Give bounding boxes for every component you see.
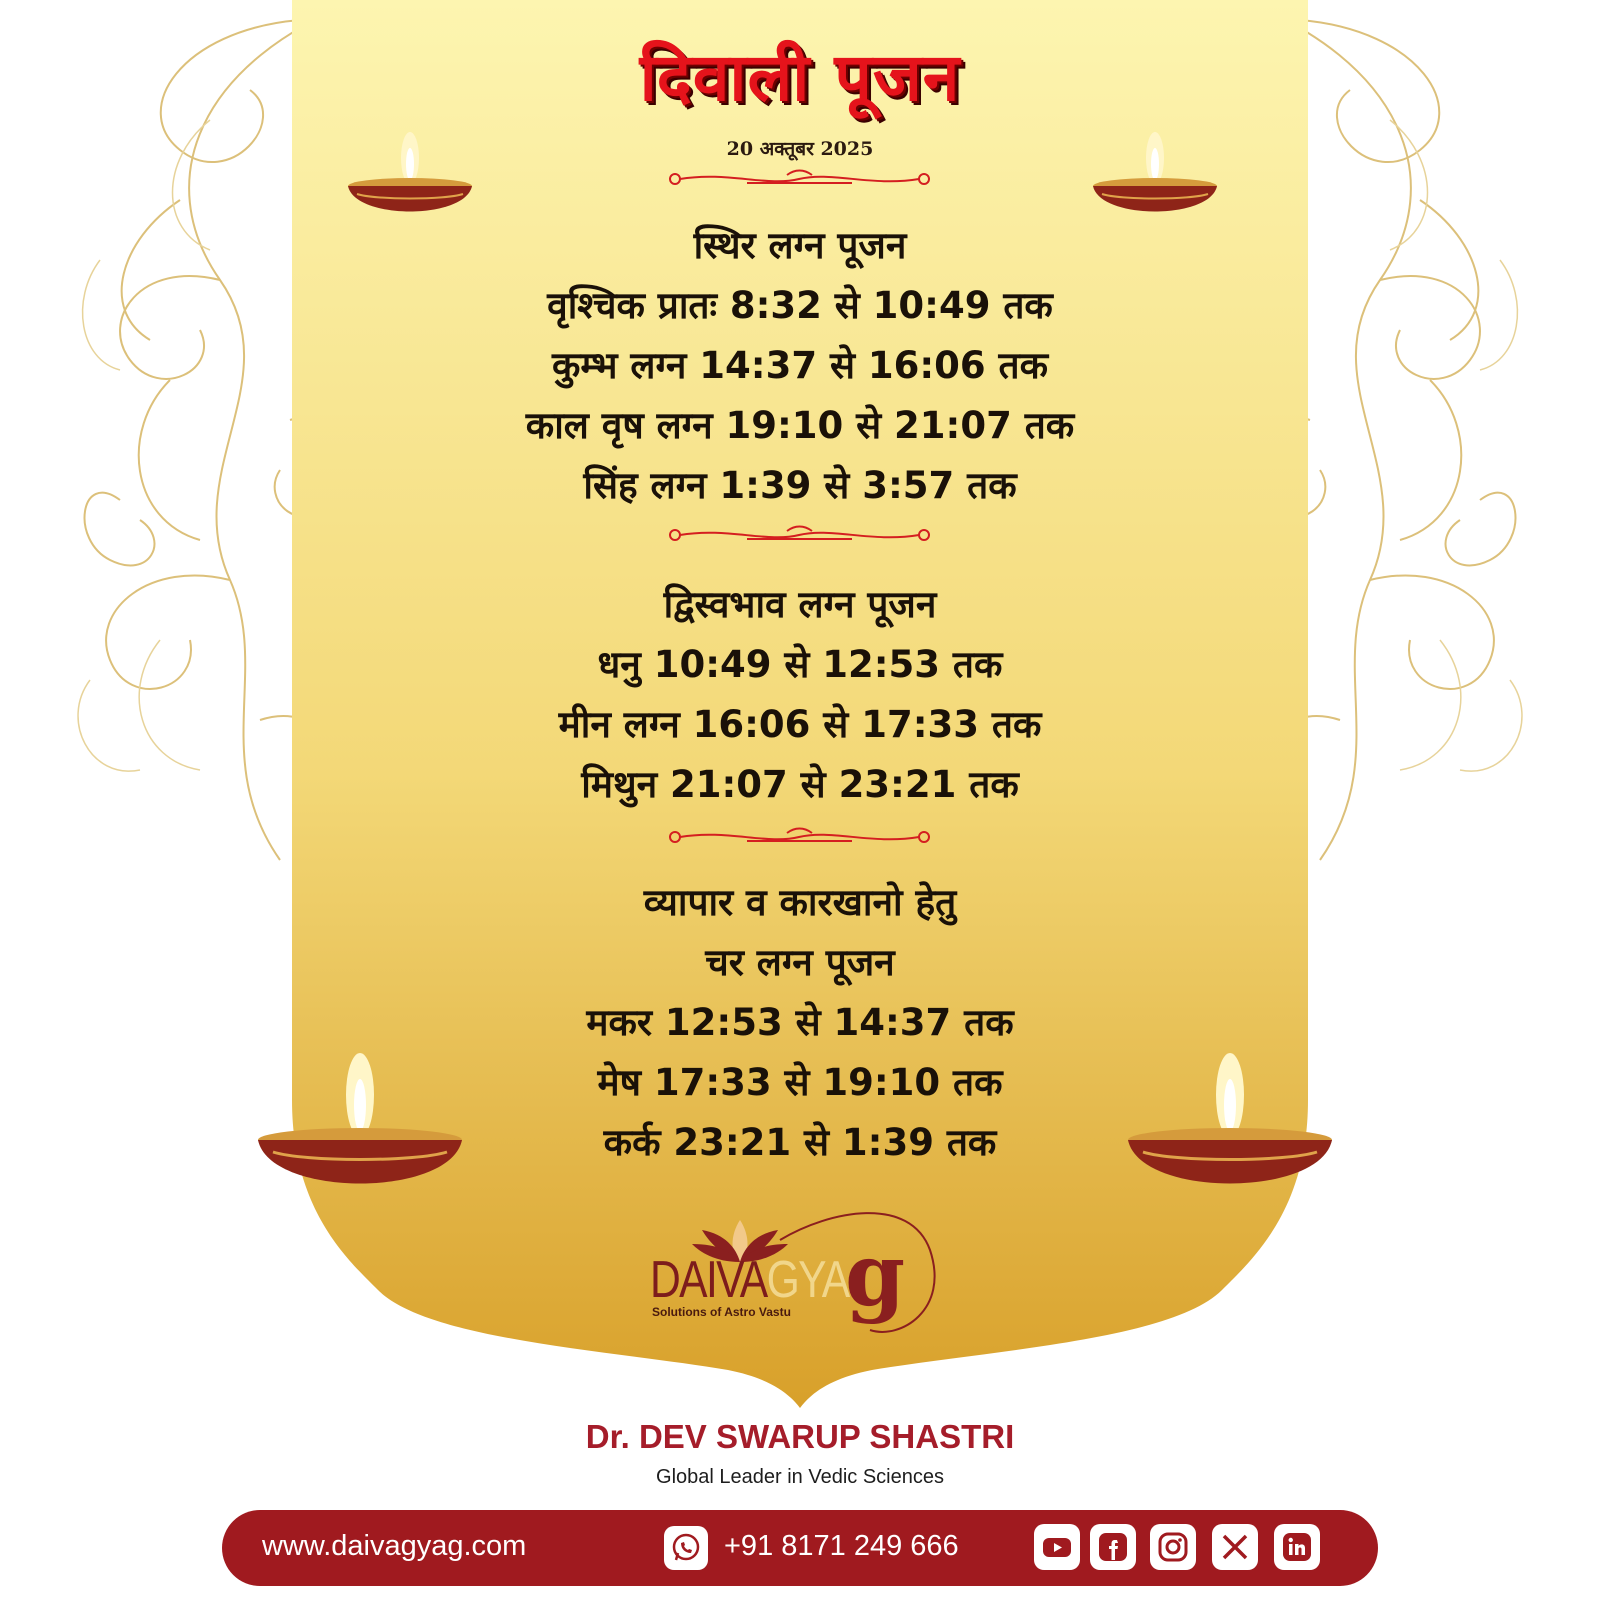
section-heading: व्यापार व कारखानो हेतु bbox=[643, 881, 957, 924]
timing-line: कर्क 23:21 से 1:39 तक bbox=[603, 1121, 997, 1164]
daivagyag-logo bbox=[630, 1200, 960, 1350]
timing-line: कुम्भ लग्न 14:37 से 16:06 तक bbox=[551, 344, 1049, 387]
poster-title: दिवाली पूजन bbox=[639, 38, 961, 116]
phone-number[interactable]: +91 8171 249 666 bbox=[724, 1530, 959, 1562]
svg-text:g: g bbox=[845, 1225, 906, 1326]
section-heading: द्विस्वभाव लग्न पूजन bbox=[663, 583, 937, 626]
logo-wordmark: DAIVAGYA bbox=[650, 1251, 849, 1309]
timing-line: मकर 12:53 से 14:37 तक bbox=[586, 1001, 1014, 1044]
char-lagna-section bbox=[292, 873, 1308, 1173]
timing-line: काल वृष लग्न 19:10 से 21:07 तक bbox=[525, 404, 1075, 447]
whatsapp-icon[interactable] bbox=[664, 1526, 708, 1570]
ornamental-divider bbox=[667, 167, 932, 191]
poster-date: 20 अक्तूबर 2025 bbox=[726, 138, 874, 160]
youtube-icon[interactable] bbox=[1034, 1524, 1080, 1570]
timing-line: धनु 10:49 से 12:53 तक bbox=[597, 643, 1003, 686]
ornamental-divider bbox=[667, 825, 932, 849]
doctor-subtitle: Global Leader in Vedic Sciences bbox=[656, 1466, 944, 1488]
instagram-icon[interactable] bbox=[1150, 1524, 1196, 1570]
timing-line: मीन लग्न 16:06 से 17:33 तक bbox=[558, 703, 1042, 746]
linkedin-icon[interactable] bbox=[1274, 1524, 1320, 1570]
doctor-name: Dr. DEV SWARUP SHASTRI bbox=[585, 1418, 1015, 1455]
logo-tagline: Solutions of Astro Vastu bbox=[652, 1305, 791, 1319]
dwiswabhav-lagna-section bbox=[292, 575, 1308, 815]
timing-line: मेष 17:33 से 19:10 तक bbox=[597, 1061, 1003, 1104]
sthir-lagna-section bbox=[292, 216, 1308, 516]
x-icon[interactable] bbox=[1212, 1524, 1258, 1570]
website-link[interactable]: www.daivagyag.com bbox=[262, 1530, 527, 1562]
facebook-icon[interactable] bbox=[1090, 1524, 1136, 1570]
timing-line: सिंह लग्न 1:39 से 3:57 तक bbox=[583, 464, 1017, 507]
ornamental-divider bbox=[667, 523, 932, 547]
contact-bar bbox=[222, 1510, 1378, 1586]
timing-line: वृश्चिक प्रातः 8:32 से 10:49 तक bbox=[547, 284, 1053, 327]
section-heading: स्थिर लग्न पूजन bbox=[693, 224, 907, 267]
section-heading: चर लग्न पूजन bbox=[705, 941, 895, 984]
timing-line: मिथुन 21:07 से 23:21 तक bbox=[581, 763, 1019, 806]
